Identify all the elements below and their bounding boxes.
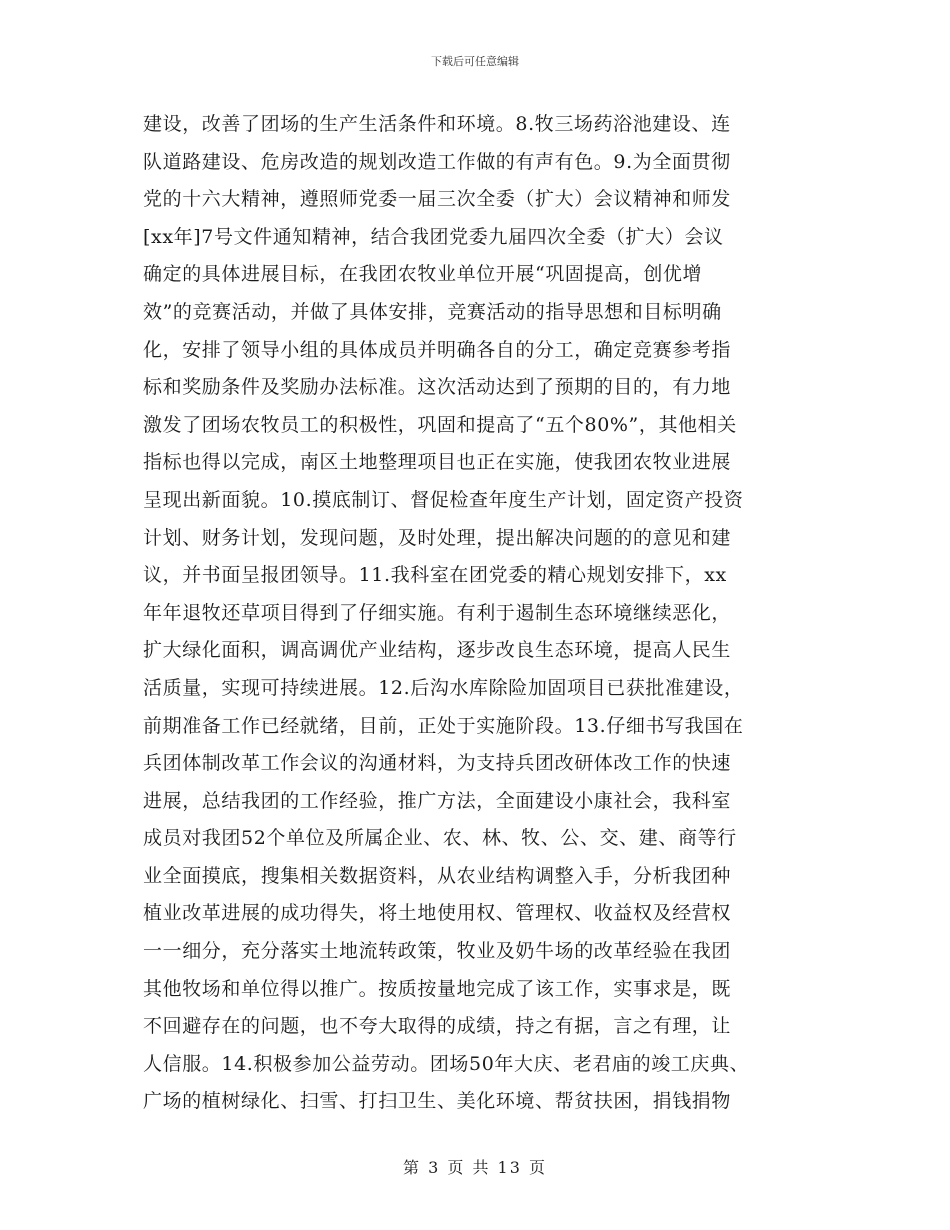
body-line: 年年退牧还草项目得到了仔细实施。有利于遏制生态环境继续恶化，: [143, 601, 732, 624]
body-line: [xx年]7号文件通知精神，结合我团党委九届四次全委（扩大）会议: [143, 225, 724, 248]
body-line: 其他牧场和单位得以推广。按质按量地完成了该工作，实事求是，既: [143, 977, 732, 1000]
body-line: 党的十六大精神，遵照师党委一届三次全委（扩大）会议精神和师发: [143, 188, 732, 211]
page-number-footer: 第 3 页 共 13 页: [403, 1158, 547, 1177]
body-line: 议，并书面呈报团领导。11.我科室在团党委的精心规划安排下，xx: [143, 564, 727, 587]
body-line: 呈现出新面貌。10.摸底制订、督促检查年度生产计划，固定资产投资: [143, 488, 744, 511]
body-line: 效”的竞赛活动，并做了具体安排，竞赛活动的指导思想和目标明确: [143, 300, 722, 323]
body-line: 进展，总结我团的工作经验，推广方法，全面建设小康社会，我科室: [143, 789, 732, 812]
body-line: 指标也得以完成，南区土地整理项目也正在实施，使我团农牧业进展: [143, 451, 732, 474]
body-line: 活质量，实现可持续进展。12.后沟水库除险加固项目已获批准建设，: [143, 676, 744, 699]
body-line: 建设，改善了团场的生产生活条件和环境。8.牧三场药浴池建设、连: [143, 113, 731, 135]
body-line: 植业改革进展的成功得失，将土地使用权、管理权、收益权及经营权: [143, 902, 732, 925]
body-line: 一一细分，充分落实土地流转政策，牧业及奶牛场的改革经验在我团: [143, 940, 732, 963]
body-line: 标和奖励条件及奖励办法标准。这次活动达到了预期的目的，有力地: [143, 376, 732, 399]
body-line: 前期准备工作已经就绪，目前，正处于实施阶段。13.仔细书写我国在: [143, 714, 744, 737]
body-line: 队道路建设、危房改造的规划改造工作做的有声有色。9.为全面贯彻: [143, 150, 731, 173]
body-line: 扩大绿化面积，调高调优产业结构，逐步改良生态环境，提高人民生: [143, 639, 732, 662]
body-line: 人信服。14.积极参加公益劳动。团场50年大庆、老君庙的竣工庆典、: [143, 1052, 750, 1075]
body-line: 化，安排了领导小组的具体成员并明确各自的分工，确定竞赛参考指: [143, 338, 732, 361]
body-line: 激发了团场农牧员工的积极性，巩固和提高了“五个80%”，其他相关: [143, 413, 737, 436]
body-line: 确定的具体进展目标，在我团农牧业单位开展“巩固提高，创优增: [143, 263, 703, 286]
body-line: 广场的植树绿化、扫雪、打扫卫生、美化环境、帮贫扶困，捐钱捐物: [143, 1090, 732, 1113]
page-header-note: 下载后可任意编辑: [431, 55, 519, 68]
body-line: 不回避存在的问题，也不夸大取得的成绩，持之有据，言之有理，让: [143, 1015, 732, 1038]
document-body: [143, 106, 823, 1121]
body-line: 业全面摸底，搜集相关数据资料，从农业结构调整入手，分析我团种: [143, 864, 732, 887]
body-line: 成员对我团52个单位及所属企业、农、林、牧、公、交、建、商等行: [143, 827, 737, 850]
body-line: 计划、财务计划，发现问题，及时处理，提出解决问题的的意见和建: [143, 526, 732, 549]
body-line: 兵团体制改革工作会议的沟通材料，为支持兵团改研体改工作的快速: [143, 752, 732, 775]
